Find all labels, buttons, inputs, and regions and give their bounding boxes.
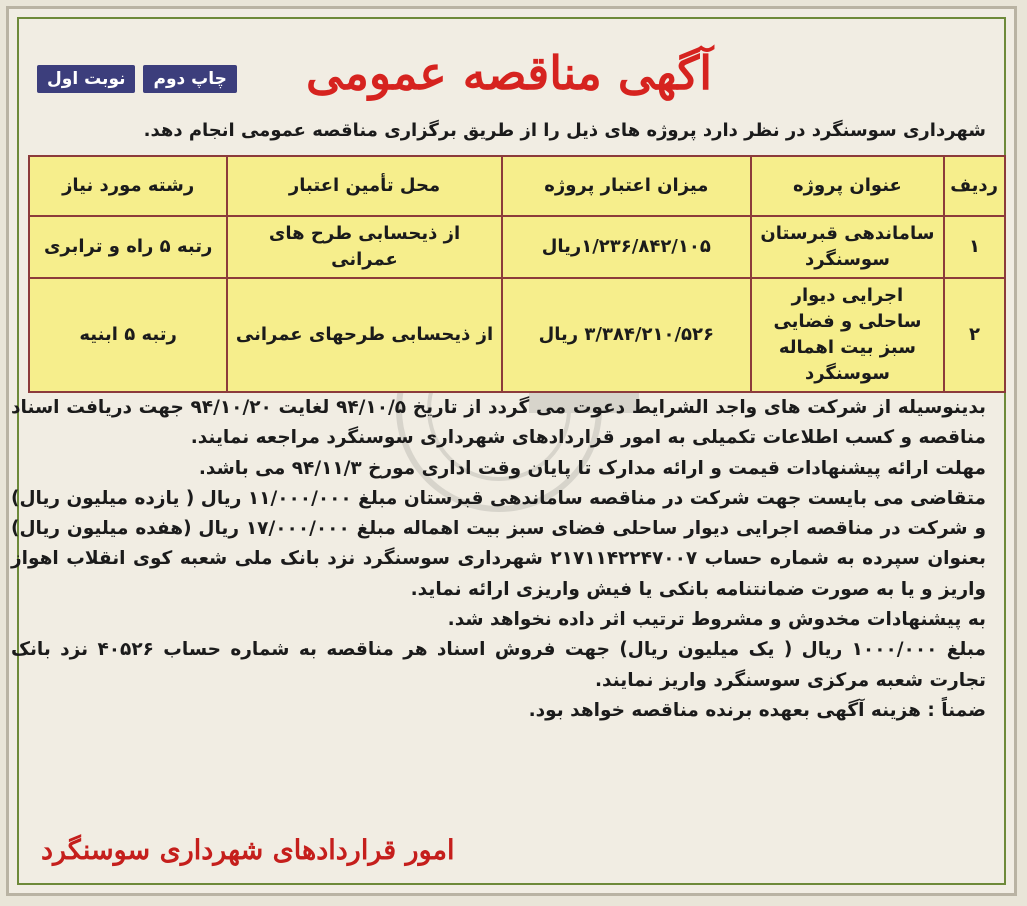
table-row <box>29 216 1005 278</box>
header-project-budget: میزان اعتبار پروژه <box>502 156 751 216</box>
funding-source: از ذیحسابی طرحهای عمرانی <box>227 278 502 392</box>
deposit-paragraph: متقاضی می بایست جهت شرکت در مناقصه ساماندهی قبرستان مبلغ ۱۱/۰۰۰/۰۰۰ ریال ( یازده میلیون ریال) و شرکت در مناقصه اجرایی دیوار ساحلی فضای سبز بیت اهماله مبلغ ۱۷/۰۰۰/۰۰۰ ریال (هفده میلیون ریال) بعنوان سپرده به شماره حساب ۲۱۷۱۱۴۲۲۴۷۰۰۷ شهرداری سوسنگرد نزد بانک ملی شعبه کوی انقلاب اهواز واریز و یا به صورت ضمانتنامه بانکی یا فیش واریزی ارائه نماید. <box>11 487 986 600</box>
ad-body <box>11 393 986 726</box>
header-required-grade: رشته مورد نیاز <box>29 156 227 216</box>
header-project-title: عنوان پروژه <box>751 156 944 216</box>
row-number: ۲ <box>944 278 1005 392</box>
project-title: ساماندهی قبرستان سوسنگرد <box>751 216 944 278</box>
row-number: ۱ <box>944 216 1005 278</box>
required-grade: رتبه ۵ راه و ترابری <box>29 216 227 278</box>
newspaper-clipping <box>6 6 1017 896</box>
project-title: اجرایی دیوار ساحلی و فضایی سبز بیت اهماله سوسنگرد <box>751 278 944 392</box>
projects-table <box>28 155 1006 393</box>
document-fee-paragraph: مبلغ ۱۰۰۰/۰۰۰ ریال ( یک میلیون ریال) جهت فروش اسناد هر مناقصه به شماره حساب ۴۰۵۲۶ نزد بانک تجارت شعبه مرکزی سوسنگرد واریز نمایند. <box>11 639 986 691</box>
invitation-paragraph: بدینوسیله از شرکت های واجد الشرایط دعوت می گردد از تاریخ ۹۴/۱۰/۵ لغایت ۹۴/۱۰/۲۰ جهت دریافت اسناد مناقصه و کسب اطلاعات تکمیلی به امور قراردادهای شهرداری سوسنگرد مراجعه نمایند. <box>11 397 987 449</box>
ad-title: آگهی مناقصه عمومی <box>305 46 713 100</box>
table-row <box>29 278 1005 392</box>
conditions-paragraph: به پیشنهادات مخدوش و مشروط ترتیب اثر داده نخواهد شد. <box>447 609 986 631</box>
header-row-number: ردیف <box>944 156 1005 216</box>
project-budget: ۱/۲۳۶/۸۴۲/۱۰۵ریال <box>502 216 751 278</box>
deadline-paragraph: مهلت ارائه پیشنهادات قیمت و ارائه مدارک تا پایان وقت اداری مورخ ۹۴/۱۱/۳ می باشد. <box>198 457 986 479</box>
signature: امور قراردادهای شهرداری سوسنگرد <box>41 835 455 866</box>
required-grade: رتبه ۵ ابنیه <box>29 278 227 392</box>
header-funding-source: محل تأمین اعتبار <box>227 156 502 216</box>
ad-cost-paragraph: ضمناً : هزینه آگهی بعهده برنده مناقصه خواهد بود. <box>528 699 986 721</box>
project-budget: ۳/۳۸۴/۲۱۰/۵۲۶ ریال <box>502 278 751 392</box>
second-print-badge: چاپ دوم <box>143 65 236 93</box>
funding-source: از ذیحسابی طرح های عمرانی <box>227 216 502 278</box>
table-header-row <box>29 156 1005 216</box>
print-badges <box>37 65 237 93</box>
first-turn-badge: نوبت اول <box>37 65 135 93</box>
intro-text: شهرداری سوسنگرد در نظر دارد پروژه های ذیل را از طریق برگزاری مناقصه عمومی انجام دهد. <box>143 120 986 141</box>
